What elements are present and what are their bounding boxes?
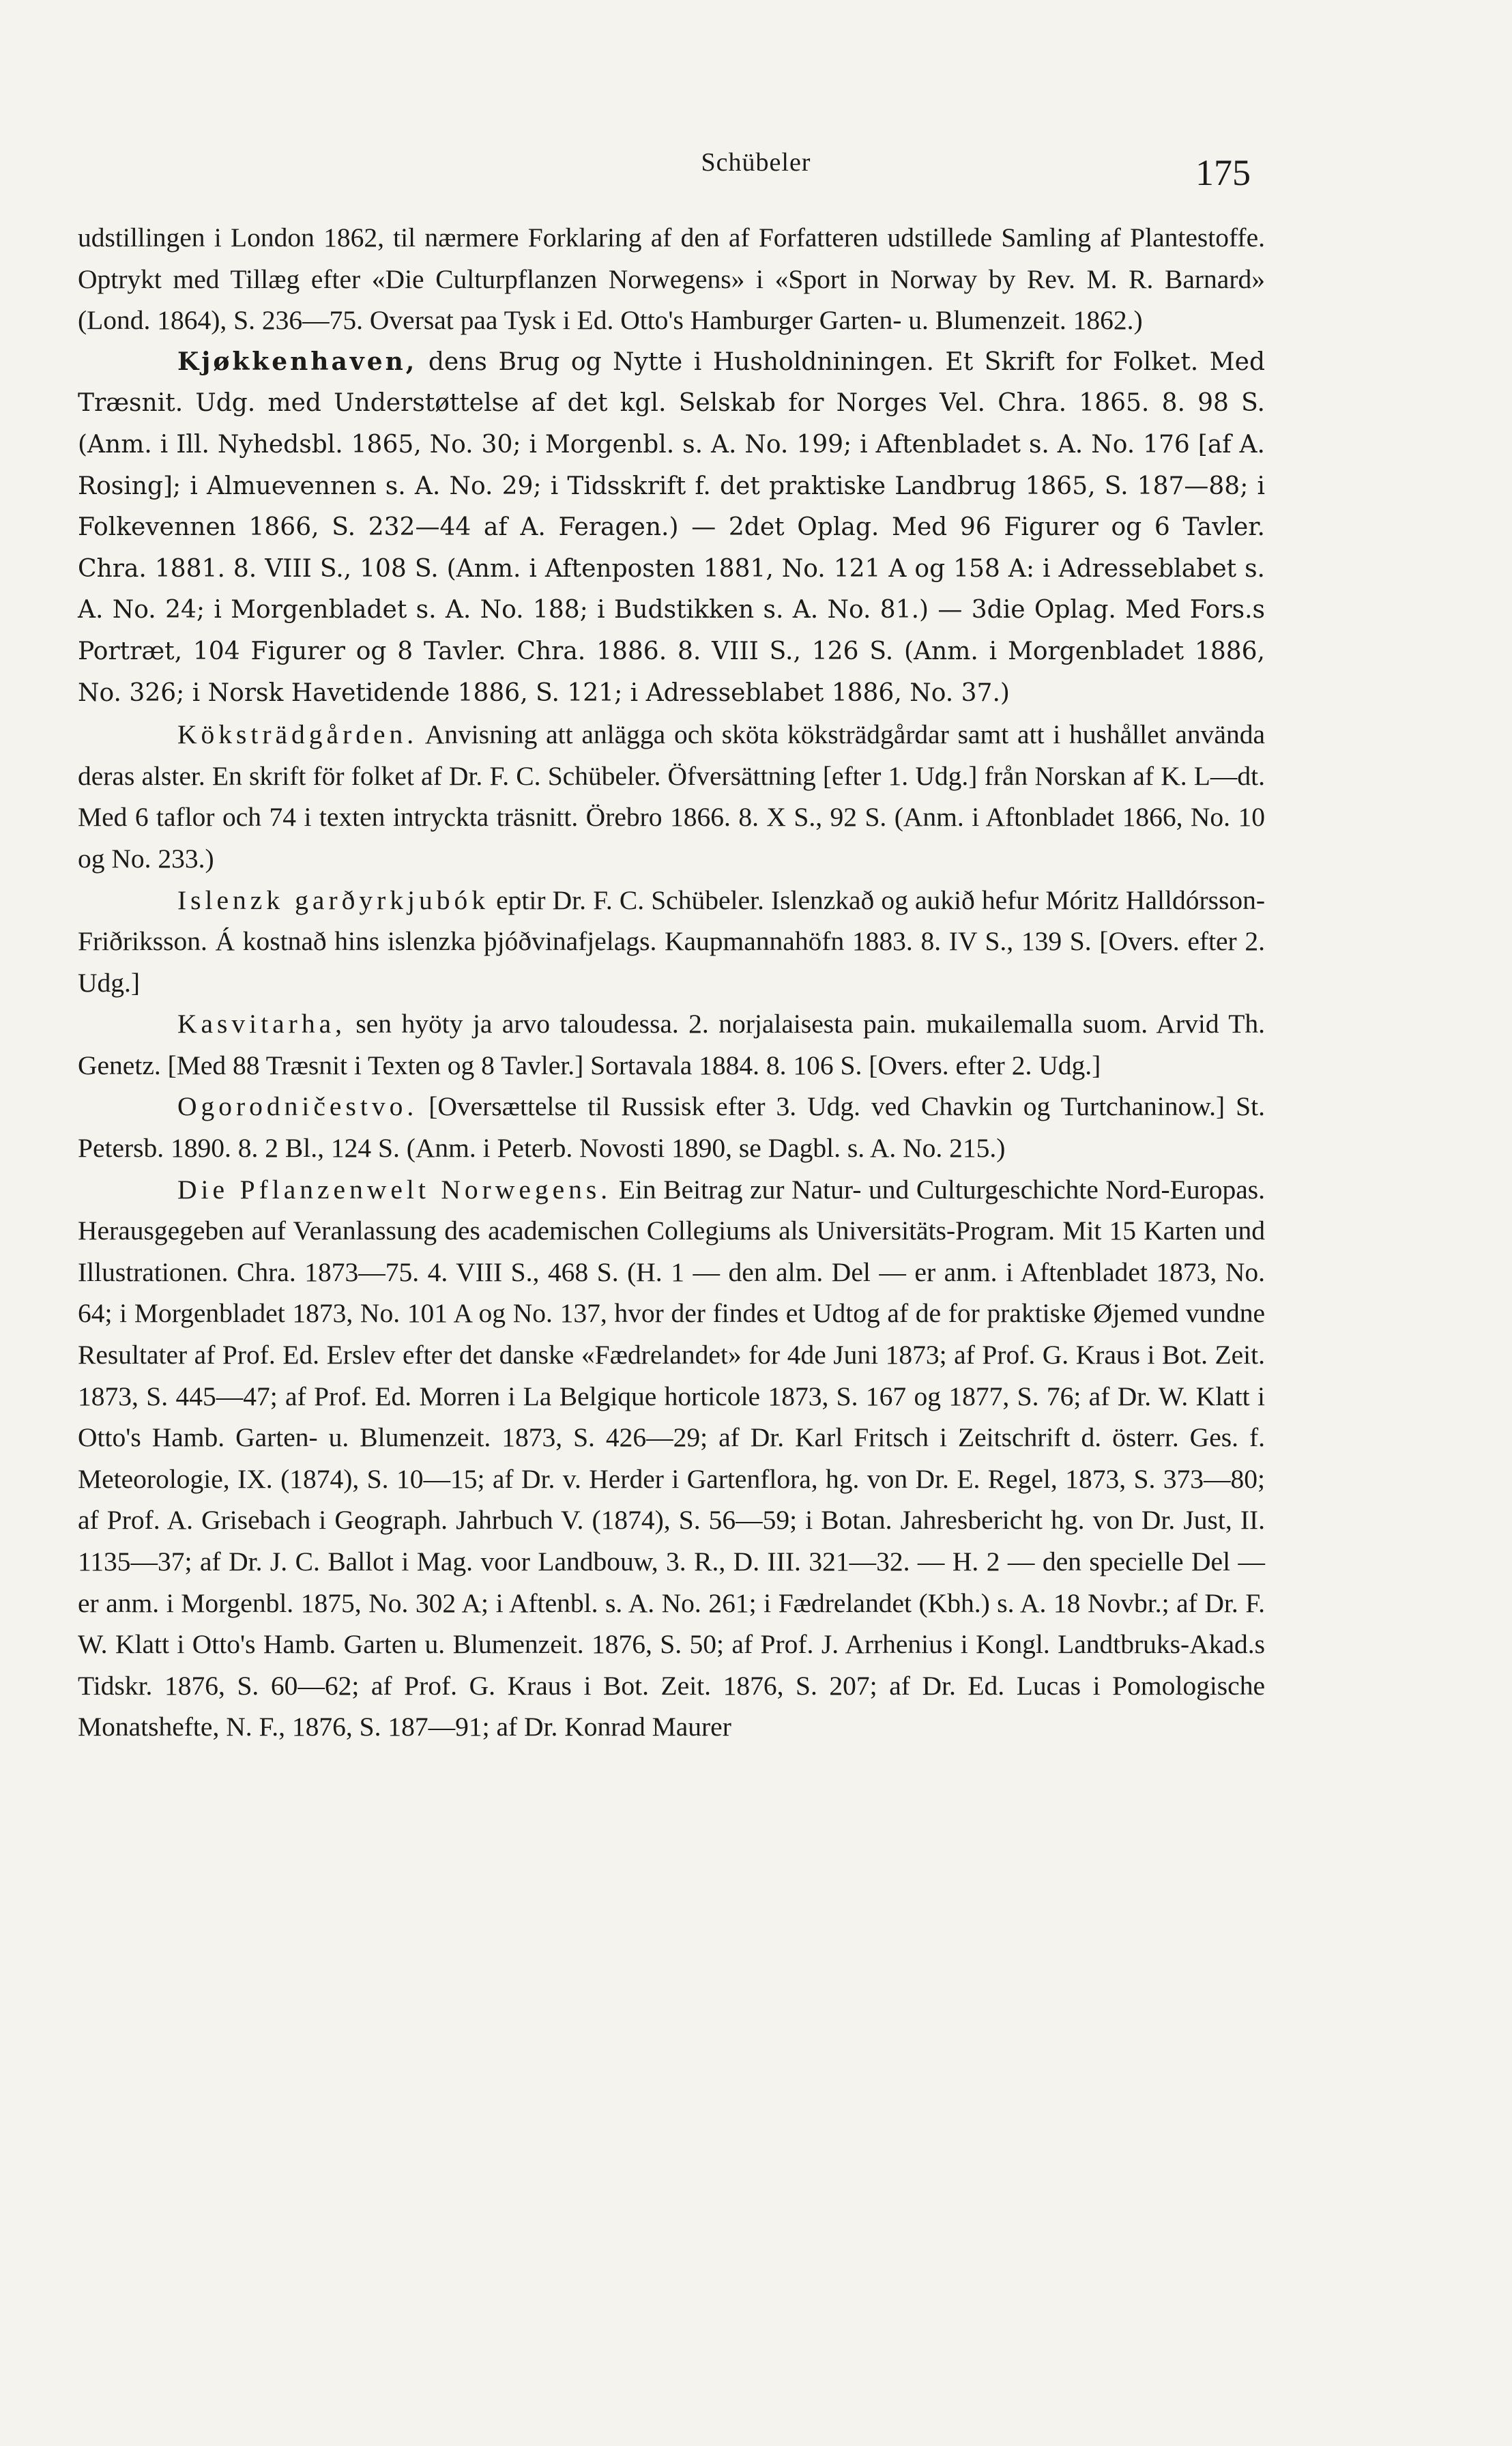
entry-title: Ogorodničestvo.	[177, 1091, 418, 1122]
entry-pflanzenwelt	[78, 1169, 1265, 1748]
entry-text: Anvisning att anlägga och sköta köksträdgårdar samt att i hushållet använda deras alster. En skrift för folket af Dr. F. C. Schübeler. Öfversättning [efter 1. Udg.] från Norskan af K. L—dt. Med 6 taflor och 74 i texten intryckta träsnitt. Örebro 1866. 8. X S., 92 S. (Anm. i Aftonbladet 1866, No. 10 og No. 233.)	[78, 719, 1265, 874]
entry-ogorodnicestvo	[78, 1086, 1265, 1168]
entry-title: Kasvitarha,	[177, 1009, 346, 1039]
entry-continued-intro	[78, 217, 1265, 341]
entry-title: Köksträdgården.	[177, 719, 418, 750]
entry-text: dens Brug og Nytte i Husholdniningen. Et Skrift for Folket. Med Træsnit. Udg. med Understøttelse af det kgl. Selskab for Norges Vel. Chra. 1865. 8. 98 S. (Anm. i Ill. Nyhedsbl. 1865, No. 30; i Morgenbl. s. A. No. 199; i Aftenbladet s. A. No. 176 [af A. Rosing]; i Almuevennen s. A. No. 29; i Tidsskrift f. det praktiske Landbrug 1865, S. 187—88; i Folkevennen 1866, S. 232—44 af A. Feragen.) — 2det Oplag. Med 96 Figurer og 6 Tavler. Chra. 1881. 8. VIII S., 108 S. (Anm. i Aftenposten 1881, No. 121 A og 158 A: i Adresseblabet s. A. No. 24; i Morgenbladet s. A. No. 188; i Budstikken s. A. No. 81.) — 3die Oplag. Med Fors.s Portræt, 104 Figurer og 8 Tavler. Chra. 1886. 8. VIII S., 126 S. (Anm. i Morgenbladet 1886, No. 326; i Norsk Havetidende 1886, S. 121; i Adresseblabet 1886, No. 37.)	[78, 347, 1266, 707]
entry-kokstradgarden	[78, 714, 1265, 879]
entry-text: Ein Beitrag zur Natur- und Culturgeschichte Nord-Europas. Herausgegeben auf Veranlassung des academischen Collegiums als Universitäts-Program. Mit 15 Karten und Illustrationen. Chra. 1873—75. 4. VIII S., 468 S. (H. 1 — den alm. Del — er anm. i Aftenbladet 1873, No. 64; i Morgenbladet 1873, No. 101 A og No. 137, hvor der findes et Udtog af de for praktiske Øjemed vundne Resultater af Prof. Ed. Erslev efter det danske «Fædrelandet» for 4de Juni 1873; af Prof. G. Kraus i Bot. Zeit. 1873, S. 445—47; af Prof. Ed. Morren i La Belgique horticole 1873, S. 167 og 1877, S. 76; af Dr. W. Klatt i Otto's Hamb. Garten- u. Blumenzeit. 1873, S. 426—29; af Dr. Karl Fritsch i Zeitschrift d. österr. Ges. f. Meteorologie, IX. (1874), S. 10—15; af Dr. v. Herder i Gartenflora, hg. von Dr. E. Regel, 1873, S. 373—80; af Prof. A. Grisebach i Geograph. Jahrbuch V. (1874), S. 56—59; i Botan. Jahresbericht hg. von Dr. Just, II. 1135—37; af Dr. J. C. Ballot i Mag. voor Landbouw, 3. R., D. III. 321—32. — H. 2 — den specielle Del — er anm. i Morgenbl. 1875, No. 302 A; i Aftenbl. s. A. No. 261; i Fædrelandet (Kbh.) s. A. 18 Novbr.; af Dr. F. W. Klatt i Otto's Hamb. Garten u. Blumenzeit. 1876, S. 50; af Prof. J. Arrhenius i Kongl. Landtbruks-Akad.s Tidskr. 1876, S. 60—62; af Prof. G. Kraus i Bot. Zeit. 1876, S. 207; af Dr. Ed. Lucas i Pomologische Monatshefte, N. F., 1876, S. 187—91; af Dr. Konrad Maurer	[78, 1174, 1266, 1742]
entry-text: eptir Dr. F. C. Schübeler. Islenzkað og aukið hefur Móritz Halldórsson-Friðriksson. Á kostnað hins islenzka þjóðvinafjelags. Kaupmannahöfn 1883. 8. IV S., 139 S. [Overs. efter 2. Udg.]	[78, 884, 1265, 998]
entry-text: udstillingen i London 1862, til nærmere Forklaring af den af Forfatteren udstillede Samling af Plantestoffe. Optrykt med Tillæg efter «Die Culturpflanzen Norwegens» i «Sport in Norway by Rev. M. R. Barnard» (Lond. 1864), S. 236—75. Oversat paa Tysk i Ed. Otto's Hamburger Garten- u. Blumenzeit. 1862.)	[78, 222, 1265, 336]
page-number: 175	[1195, 152, 1251, 193]
entry-title: Islenzk garðyrkjubók	[177, 884, 489, 915]
entry-text: [Oversættelse til Russisk efter 3. Udg. ved Chavkin og Turtchaninow.] St. Petersb. 1890. 8. 2 Bl., 124 S. (Anm. i Peterb. Novosti 1890, se Dagbl. s. A. No. 215.)	[78, 1091, 1266, 1164]
entry-text: sen hyöty ja arvo taloudessa. 2. norjalaisesta pain. mukailemalla suom. Arvid Th. Genetz. [Med 88 Træsnit i Texten og 8 Tavler.] Sortavala 1884. 8. 106 S. [Overs. efter 2. Udg.]	[78, 1009, 1266, 1080]
entry-title: Die Pflanzenwelt Norwegens.	[177, 1174, 612, 1205]
running-head: Schübeler	[701, 148, 811, 177]
entry-kasvitarha	[78, 1003, 1265, 1086]
entry-kjokkenhaven	[78, 341, 1265, 714]
entry-title: Kjøkkenhaven,	[177, 347, 418, 376]
bibliography-text	[78, 217, 1265, 1748]
entry-islenzk	[78, 880, 1265, 1004]
